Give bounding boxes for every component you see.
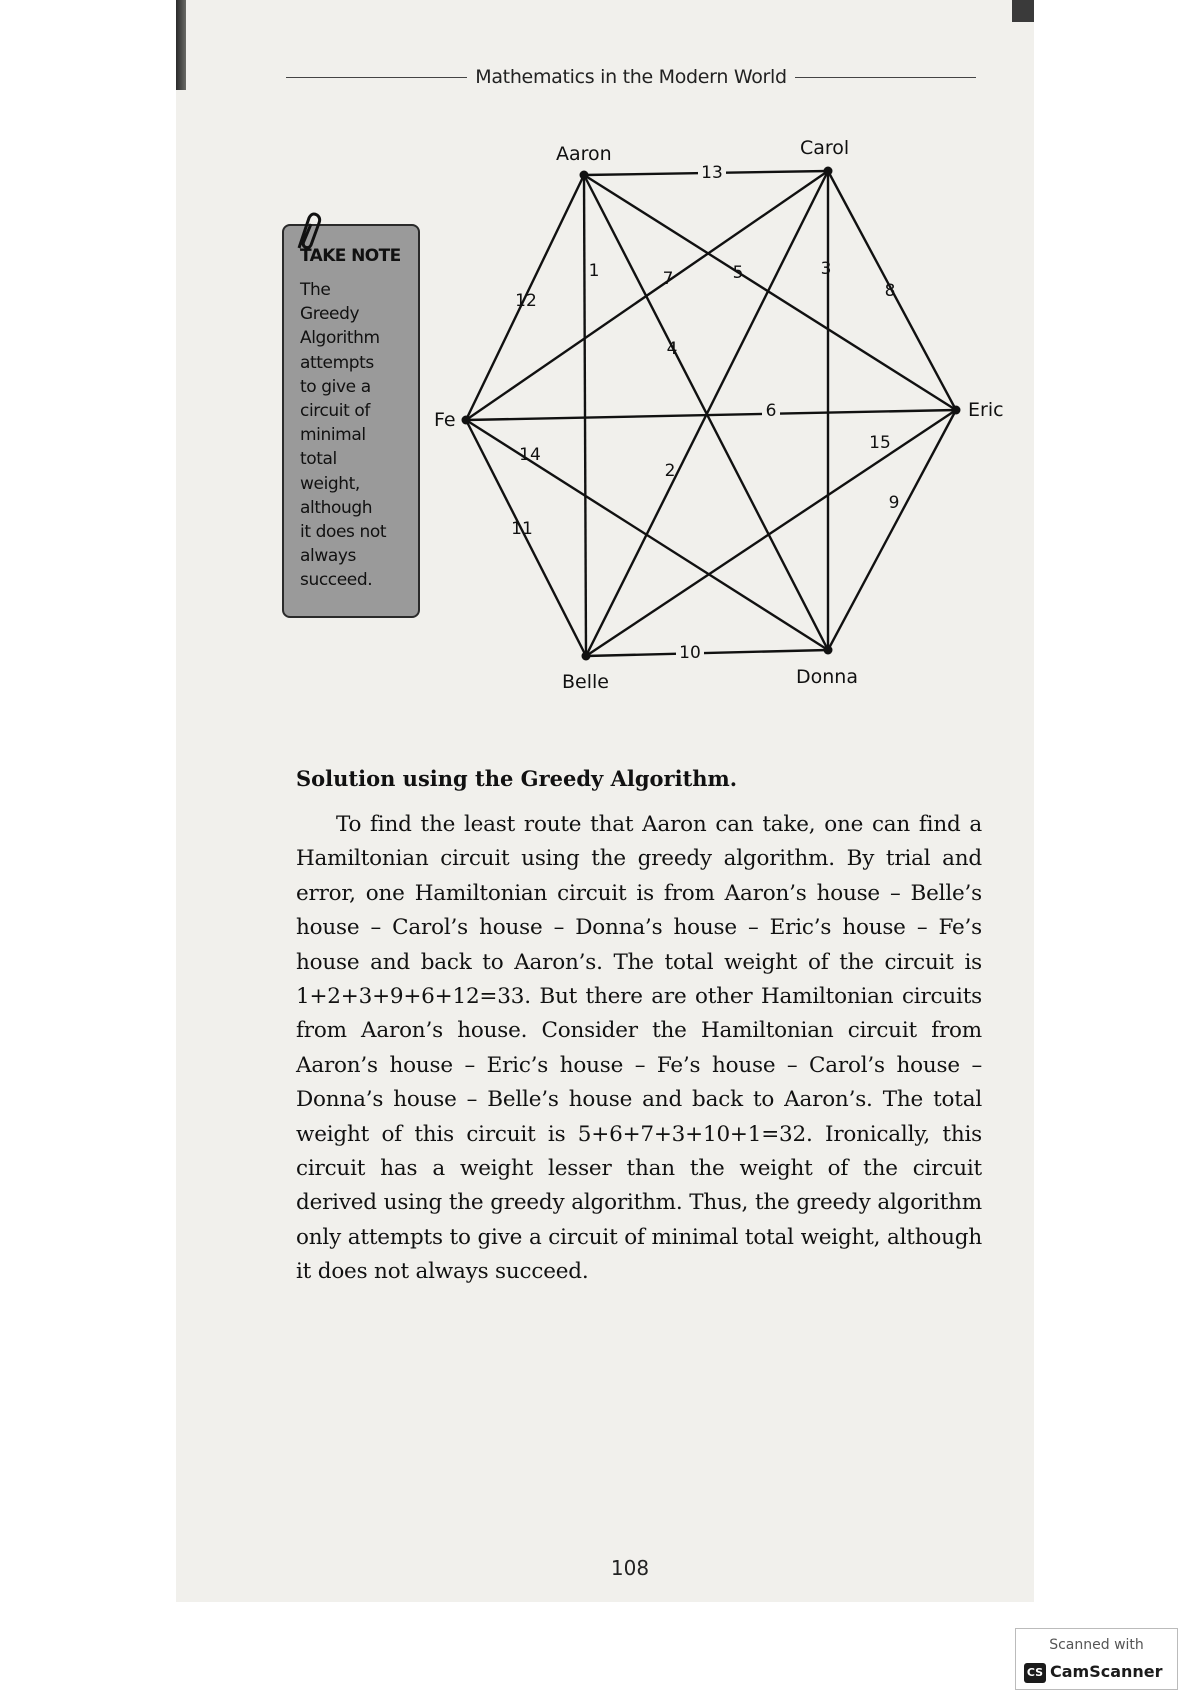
- vertex-aaron: [580, 171, 589, 180]
- weight-label: 13: [701, 163, 723, 183]
- take-note-line: Algorithm: [300, 328, 380, 349]
- edge-aaron-belle: [584, 175, 586, 656]
- weighted-complete-graph: [420, 128, 1020, 698]
- page-edge-shadow: [176, 0, 186, 90]
- weight-label: 8: [884, 281, 896, 301]
- edge-eric-fe: [466, 410, 956, 420]
- weight-label: 2: [664, 461, 676, 481]
- vertex-label-aaron: Aaron: [556, 143, 612, 165]
- edge-belle-donna: [586, 650, 828, 656]
- take-note-line: although: [300, 497, 373, 518]
- vertex-donna: [824, 646, 833, 655]
- take-note-line: always: [300, 546, 356, 567]
- weight-label: 12: [515, 291, 537, 311]
- vertex-belle: [582, 652, 591, 661]
- solution-body: [296, 808, 982, 1290]
- weight-label: 11: [511, 519, 533, 539]
- header-title: Mathematics in the Modern World: [475, 66, 787, 88]
- take-note-line: The: [300, 280, 331, 300]
- solution-heading: Solution using the Greedy Algorithm.: [296, 766, 738, 791]
- take-note-line: total: [300, 449, 337, 470]
- vertex-eric: [952, 406, 961, 415]
- vertex-label-carol: Carol: [800, 137, 850, 159]
- weight-label: 6: [765, 401, 777, 421]
- badge-brand: CamScanner: [1050, 1662, 1163, 1681]
- paperclip-icon: [289, 212, 325, 252]
- vertex-label-belle: Belle: [562, 671, 609, 693]
- vertex-fe: [462, 416, 471, 425]
- vertex-label-fe: Fe: [434, 409, 456, 431]
- edge-eric-belle: [586, 410, 956, 656]
- edge-eric-donna: [828, 410, 956, 650]
- weight-label: 7: [662, 269, 674, 289]
- weight-label: 14: [519, 445, 541, 465]
- vertex-label-donna: Donna: [796, 666, 858, 688]
- take-note-text: [300, 278, 408, 593]
- weight-label: 3: [820, 259, 832, 279]
- weight-label: 10: [679, 643, 701, 663]
- running-header: [286, 62, 976, 92]
- take-note-heading: TAKE NOTE: [300, 246, 401, 266]
- take-note-line: attempts: [300, 352, 374, 373]
- take-note-line: to give a: [300, 376, 371, 397]
- take-note-line: Greedy: [300, 304, 360, 325]
- weight-label: 5: [732, 263, 744, 283]
- take-note-line: succeed.: [300, 570, 373, 591]
- weight-label: 9: [888, 493, 900, 513]
- take-note-line: it does not: [300, 522, 387, 543]
- vertex-label-eric: Eric: [968, 399, 1004, 421]
- weight-label: 15: [869, 433, 891, 453]
- header-rule-right: [795, 77, 976, 78]
- vertex-carol: [824, 167, 833, 176]
- weight-label: 1: [588, 261, 600, 281]
- header-rule-left: [286, 77, 467, 78]
- take-note-line: weight,: [300, 473, 360, 494]
- weight-label: 4: [666, 339, 678, 359]
- page-number: 108: [610, 1556, 650, 1580]
- take-note-box: [282, 224, 420, 618]
- camscanner-badge: [1015, 1628, 1178, 1690]
- camscanner-logo-icon: CS: [1024, 1663, 1046, 1683]
- take-note-line: circuit of: [300, 401, 370, 422]
- solution-paragraph: To find the least route that Aaron can take, one can find a Hamiltonian circuit using the greedy algorithm. By trial and error, one Hamiltonian circuit is from Aaron’s house – Belle’s house – Carol’s house – Donna’s house – Eric’s house – Fe’s house and back to Aaron’s. The total weight of the circuit is 1+2+3+9+6+12=33. But there are other Hamiltonian circuits from Aaron’s house. Consider the Hamiltonian circuit from Aaron’s house – Eric’s house – Fe’s house – Carol’s house – Donna’s house – Belle’s house and back to Aaron’s. The total weight of this circuit is 5+6+7+3+10+1=32. Ironically, this circuit has a weight lesser than the weight of the circuit derived using the greedy algorithm. Thus, the greedy algorithm only attempts to give a circuit of minimal total weight, although it does not always succeed.: [296, 812, 982, 1285]
- page-corner-shadow: [1012, 0, 1034, 22]
- take-note-line: minimal: [300, 425, 366, 446]
- badge-caption: Scanned with: [1049, 1637, 1144, 1653]
